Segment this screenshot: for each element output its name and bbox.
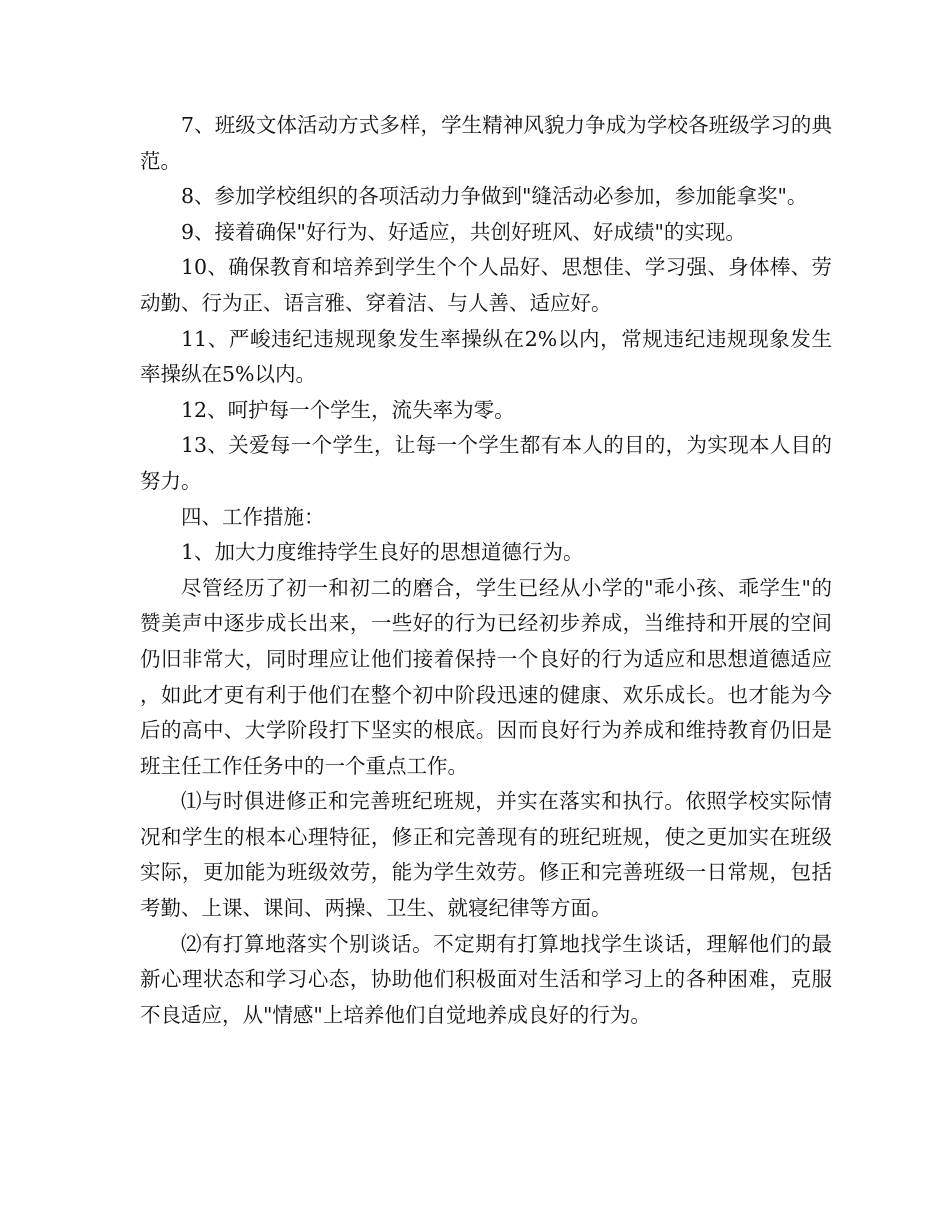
paragraph-goal-7: 7、班级文体活动方式多样，学生精神风貌力争成为学校各班级学习的典范。 [140,113,832,173]
paragraph-measure-1-body: 尽管经历了初一和初二的磨合，学生已经从小学的"乖小孩、乖学生"的赞美声中逐步成长出来，一些好的行为已经初步养成，当维持和开展的空间仍旧非常大，同时理应让他们接着保持一个良好的行为适应和思想道德适应，如此才更有利于他们在整个初中阶段迅速的健康、欢乐成长。也才能为今后的高中、大学阶段打下坚实的根底。因而良好行为养成和维持教育仍旧是班主任工作任务中的一个重点工作。 [140,575,832,778]
paragraph-measure-1-item-1: ⑴与时俱进修正和完善班纪班规，并实在落实和执行。依照学校实际情况和学生的根本心理特征，修正和完善现有的班纪班规，使之更加实在班级实际，更加能为班级效劳，能为学生效劳。修正和完善班级一日常规，包括考勤、上课、课间、两操、卫生、就寝纪律等方面。 [140,789,832,921]
paragraph-goal-8: 8、参加学校组织的各项活动力争做到"缝活动必参加，参加能拿奖"。 [181,184,808,209]
paragraph-goal-11: 11、严峻违纪违规现象发生率操纵在2%以内，常规违纪违规现象发生率操纵在5%以内。 [140,326,832,387]
measure-heading-1: 1、加大力度维持学生良好的思想道德行为。 [181,540,584,565]
paragraph-goal-12: 12、呵护每一个学生，流失率为零。 [181,397,515,422]
section-heading-measures: 四、工作措施： [181,504,325,529]
document-page [140,108,832,1033]
paragraph-goal-9: 9、接着确保"好行为、好适应，共创好班风、好成绩"的实现。 [181,219,746,244]
paragraph-goal-10: 10、确保教育和培养到学生个个人品好、思想佳、学习强、身体棒、劳动勤、行为正、语言雅、穿着洁、与人善、适应好。 [140,255,832,315]
paragraph-measure-1-item-2: ⑵有打算地落实个别谈话。不定期有打算地找学生谈话，理解他们的最新心理状态和学习心态，协助他们积极面对生活和学习上的各种困难，克服不良适应，从"情感"上培养他们自觉地养成良好的行为。 [140,931,832,1027]
paragraph-goal-13: 13、关爱每一个学生，让每一个学生都有本人的目的，为实现本人目的努力。 [140,433,832,493]
